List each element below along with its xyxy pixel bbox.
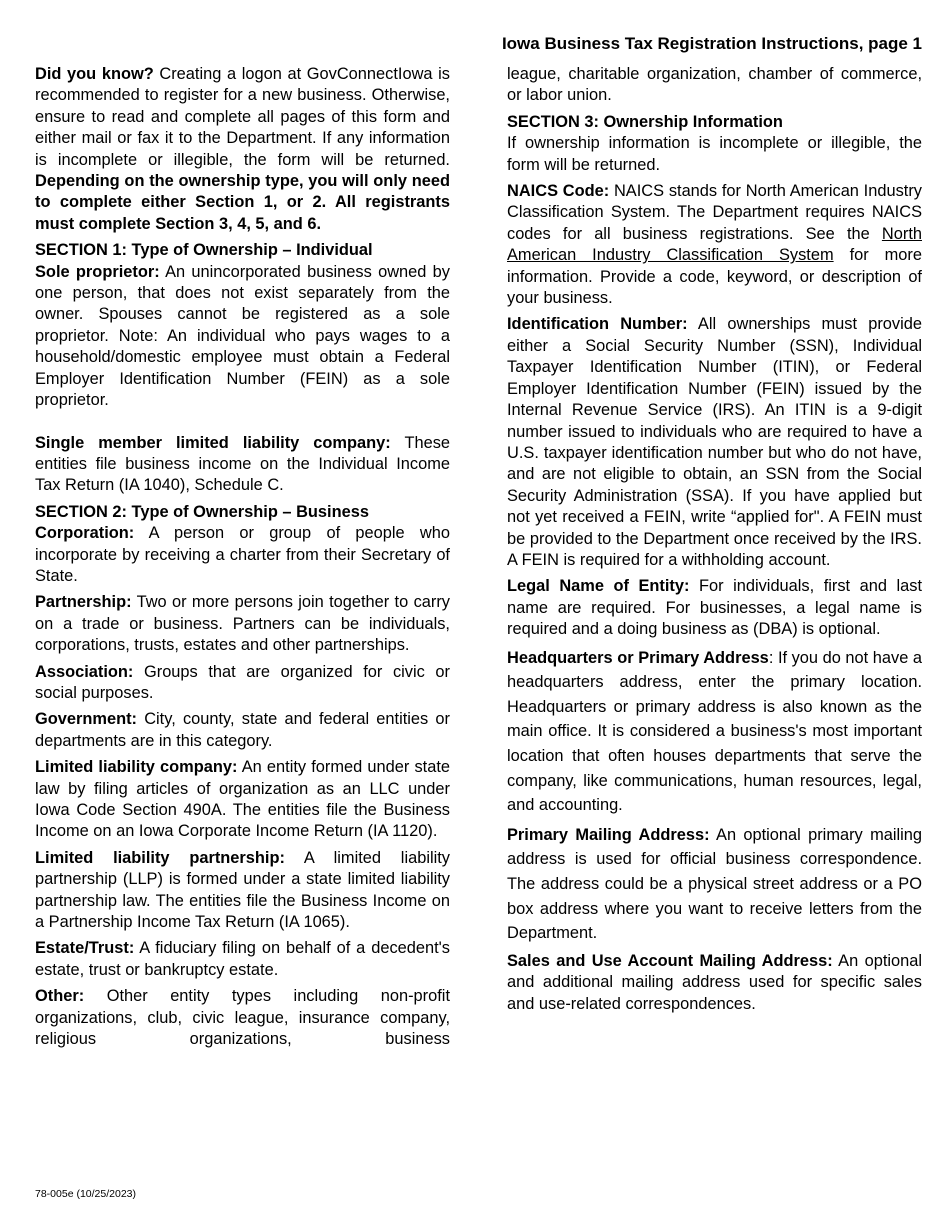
section3-heading: SECTION 3: Ownership Information: [507, 112, 783, 131]
primary-mailing-term: Primary Mailing Address:: [507, 825, 710, 844]
headquarters-text: : If you do not have a headquarters address, enter the primary location. Headquarters or primary address is also known as the main office. It is considered a business's most important location that often houses departments that serve the company, like communications, human resources, legal, and accounting.: [507, 648, 923, 815]
sole-proprietor-text: An unincorporated business owned by one person, that does not exist separately from the owner. Spouses cannot be registered as a sole proprietor. Note: An individual who pays wages to a household/domestic employee must obtain a Federal Employer Identification Number (FEIN) as a sole proprietor.: [35, 262, 450, 410]
government-paragraph: [35, 709, 450, 752]
intro-text: Creating a logon at GovConnectIowa is recommended to register for a new business. Otherwise, ensure to read and complete all pages of this form and either mail or fax it to the Department. If any information is incomplete or illegible, the form will be returned.: [35, 65, 450, 169]
intro-bold-note: Depending on the ownership type, you will only need to complete either Section 1, or 2. All registrants must complete Section 3, 4, 5, and 6.: [35, 172, 450, 233]
page-header-title: Iowa Business Tax Registration Instructions, page 1: [501, 34, 922, 53]
other-paragraph: [35, 986, 450, 1050]
naics-text-2: for more information. Provide a code, keyword, or description of your business.: [507, 246, 922, 308]
other-text-left: Other entity types including non-profit organizations, club, civic league, insurance company, religious organizations, business: [35, 987, 450, 1049]
partnership-term: Partnership:: [35, 593, 132, 612]
sole-proprietor-term: Sole proprietor:: [35, 262, 160, 281]
partnership-paragraph: [35, 592, 450, 656]
left-column: [35, 64, 450, 1055]
smllc-term: Single member limited liability company:: [35, 433, 391, 452]
intro-paragraph: [35, 64, 450, 235]
sales-use-mailing-term: Sales and Use Account Mailing Address:: [507, 951, 833, 970]
smllc-paragraph: [35, 433, 450, 497]
form-number: 78-005e (10/25/2023): [35, 1188, 136, 1200]
section2-heading: SECTION 2: Type of Ownership – Business: [35, 502, 369, 521]
primary-mailing-text: An optional primary mailing address is used for official business correspondence. The address could be a physical street address or a PO box address where you want to receive letters from the Department.: [507, 825, 922, 943]
naics-term: NAICS Code:: [507, 182, 610, 201]
intro-lead: Did you know?: [35, 65, 154, 83]
corporation-term: Corporation:: [35, 524, 135, 543]
association-term: Association:: [35, 662, 134, 681]
llc-text: An entity formed under state law by filing articles of organization as an LLC under Iowa Code Section 490A. The entities file the Business Income on an Iowa Corporate Income Return (IA 1120).: [35, 758, 450, 841]
legal-name-paragraph: [507, 576, 922, 640]
corporation-paragraph: [35, 523, 450, 587]
corporation-text: A person or group of people who incorporate by receiving a charter from their Secretary of State.: [35, 524, 450, 585]
association-text: Groups that are organized for civic or social purposes.: [35, 662, 450, 702]
headquarters-paragraph: [507, 646, 922, 818]
sales-use-mailing-paragraph: [507, 951, 922, 1015]
government-text: City, county, state and federal entities or departments are in this category.: [35, 710, 450, 750]
llc-paragraph: [35, 757, 450, 843]
other-term: Other:: [35, 987, 85, 1006]
naics-paragraph: [507, 181, 922, 309]
primary-mailing-paragraph: [507, 823, 922, 946]
naics-link[interactable]: North American Industry Classification System: [507, 224, 922, 265]
estate-trust-paragraph: [35, 938, 450, 981]
sole-proprietor-paragraph: [35, 262, 450, 412]
sales-use-mailing-text: An optional and additional mailing address used for specific sales and use-related correspondences.: [507, 951, 923, 1013]
identification-number-text: All ownerships must provide either a Social Security Number (SSN), Individual Taxpayer Identification Number (ITIN), or Federal Employer Identification Number (FEIN) issued by the Internal Revenue Service (IRS). An ITIN is a 9-digit number issued to individuals who are required to have a U.S. taxpayer identification number but who do not have, and are not eligible to obtain, an SSN from the Social Security Administration (SSA). If you have applied but not yet received a FEIN, write “applied for". A FEIN must be provided to the Department once received by the IRS. A FEIN is required for a withholding account.: [507, 315, 922, 569]
right-column: [507, 64, 922, 1020]
llp-term: Limited liability partnership:: [35, 848, 285, 867]
legal-name-term: Legal Name of Entity:: [507, 577, 690, 596]
llp-paragraph: [35, 848, 450, 934]
other-paragraph-continued: league, charitable organization, chamber of commerce, or labor union.: [507, 65, 922, 105]
estate-trust-text: A fiduciary filing on behalf of a decedent's estate, trust or bankruptcy estate.: [35, 939, 450, 979]
estate-trust-term: Estate/Trust:: [35, 939, 135, 958]
association-paragraph: [35, 662, 450, 705]
legal-name-text: For individuals, first and last name are required. For businesses, a legal name is required and a doing business as (DBA) is optional.: [507, 577, 922, 639]
smllc-text: These entities file business income on the Individual Income Tax Return (IA 1040), Schedule C.: [35, 433, 451, 495]
section1-heading: SECTION 1: Type of Ownership – Individual: [35, 241, 373, 260]
identification-number-term: Identification Number:: [507, 315, 688, 334]
identification-number-paragraph: [507, 314, 922, 571]
headquarters-term: Headquarters or Primary Address: [507, 648, 769, 667]
llc-term: Limited liability company:: [35, 758, 238, 777]
naics-text-1: NAICS stands for North American Industry Classification System. The Department requires NAICS codes for all business registrations. See the: [507, 182, 922, 243]
llp-text: A limited liability partnership (LLP) is formed under a state limited liability partnership law. The entities file the Business Income on a Partnership Income Tax Return (IA 1065).: [35, 848, 450, 932]
partnership-text: Two or more persons join together to carry on a trade or business. Partners can be individuals, corporations, trusts, estates and other partnerships.: [35, 593, 450, 655]
government-term: Government:: [35, 710, 138, 729]
ownership-intro: If ownership information is incomplete or illegible, the form will be returned.: [507, 134, 922, 174]
